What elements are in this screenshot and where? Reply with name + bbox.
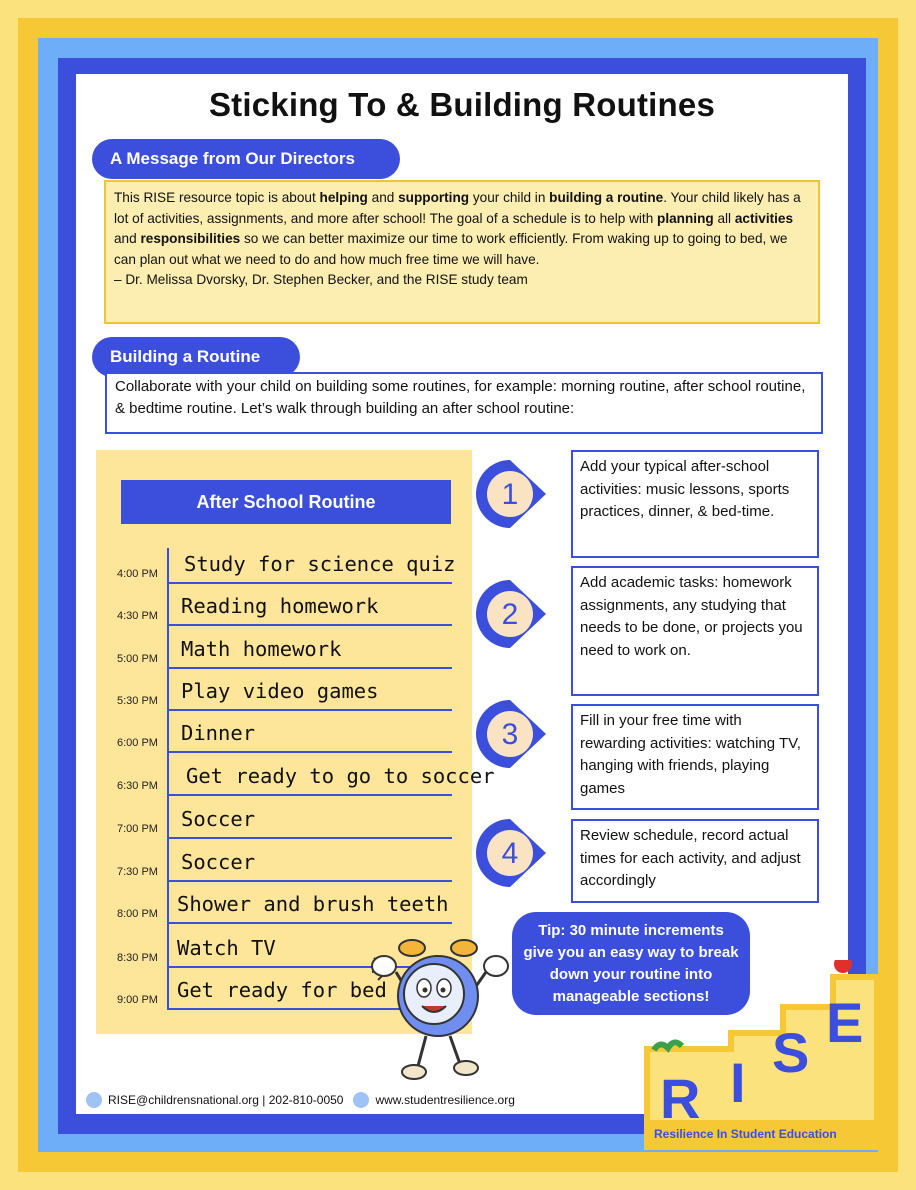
step-4-box xyxy=(571,819,819,903)
row-underline xyxy=(167,624,452,626)
building-text: Collaborate with your child on building some routines, for example: morning routine, after school routine, & bedtime routine. Let’s walk through building an after school routine: xyxy=(115,378,806,417)
step-number: 3 xyxy=(501,718,519,751)
building-heading: Building a Routine xyxy=(92,337,300,377)
step-number: 1 xyxy=(501,478,519,511)
emphasis-text: building a routine xyxy=(549,190,664,205)
message-text-segment: so we can better maximize our time to work efficiently. From waking up to going to bed, we can plan out what we need to do and how much free time we will have. xyxy=(114,231,788,267)
schedule-time: 7:00 PM xyxy=(117,823,158,835)
schedule-header: After School Routine xyxy=(121,480,451,524)
logo-letter-r: R xyxy=(660,1067,701,1130)
footer-separator: | xyxy=(258,1093,269,1107)
emphasis-text: responsibilities xyxy=(140,231,241,246)
schedule-activity: Get ready to go to soccer xyxy=(186,764,495,788)
schedule-time: 8:00 PM xyxy=(117,908,158,920)
row-underline xyxy=(167,837,452,839)
step-number: 4 xyxy=(501,837,519,870)
step-text: Review schedule, record actual times for each activity, and adjust accordingly xyxy=(580,827,801,889)
schedule-activity: Get ready for bed xyxy=(177,978,387,1002)
step-3-box xyxy=(571,704,819,810)
page-title: Sticking To & Building Routines xyxy=(208,86,716,123)
directors-message-box xyxy=(104,180,820,324)
emphasis-text: activities xyxy=(734,210,794,226)
step-1-box xyxy=(571,450,819,558)
footer-email[interactable]: RISE@childrensnational.org xyxy=(108,1093,259,1107)
schedule-activity: Dinner xyxy=(181,721,256,745)
step-3-marker-icon xyxy=(474,696,550,772)
apple-icon xyxy=(834,960,852,973)
schedule-time: 5:30 PM xyxy=(117,695,158,707)
rise-logo xyxy=(640,960,880,1150)
schedule-activity: Math homework xyxy=(181,637,342,661)
logo-letter-s: S xyxy=(772,1021,810,1084)
schedule-activity: Study for science quiz xyxy=(184,552,456,576)
row-underline xyxy=(167,794,452,796)
step-number: 2 xyxy=(501,598,519,631)
schedule-row xyxy=(110,882,452,924)
directors-signature: – Dr. Melissa Dvorsky, Dr. Stephen Becker, and the RISE study team xyxy=(114,272,528,287)
schedule-activity: Watch TV xyxy=(177,936,276,960)
schedule-time: 8:30 PM xyxy=(117,952,158,964)
message-text-segment: and xyxy=(114,231,141,246)
schedule-row xyxy=(110,669,452,711)
step-1-marker-icon xyxy=(474,456,550,532)
schedule-activity: Shower and brush teeth xyxy=(177,892,449,916)
schedule-row xyxy=(110,797,452,839)
schedule-time: 6:00 PM xyxy=(117,737,158,749)
alarm-clock-mascot-icon xyxy=(368,932,514,1084)
tip-bubble: Tip: 30 minute increments give you an easy way to break down your routine into manageable sections! xyxy=(512,912,750,1015)
step-2-box xyxy=(571,566,819,696)
step-text: Add your typical after-school activities: music lessons, sports practices, dinner, & bed-time. xyxy=(580,458,790,520)
building-text-box xyxy=(105,372,823,434)
schedule-row xyxy=(110,754,495,796)
schedule-activity: Soccer xyxy=(181,850,256,874)
schedule-row xyxy=(110,542,456,584)
step-2-marker-icon xyxy=(474,576,550,652)
schedule-time: 5:00 PM xyxy=(117,653,158,665)
logo-letter-i: I xyxy=(730,1051,746,1114)
schedule-time: 9:00 PM xyxy=(117,994,158,1006)
emphasis-text: planning xyxy=(657,210,714,226)
row-underline xyxy=(167,751,452,753)
footer-contact xyxy=(86,1090,515,1110)
directors-heading: A Message from Our Directors xyxy=(92,139,400,179)
emphasis-text: helping xyxy=(319,190,368,205)
logo-tagline: Resilience In Student Education xyxy=(654,1127,837,1141)
message-text-segment: all xyxy=(713,210,735,226)
step-4-marker-icon xyxy=(474,815,550,891)
schedule-row xyxy=(110,840,452,882)
schedule-time: 6:30 PM xyxy=(117,780,158,792)
schedule-activity: Soccer xyxy=(181,807,256,831)
footer-website[interactable]: www.studentresilience.org xyxy=(375,1093,515,1107)
message-text-segment: your child in xyxy=(469,190,550,205)
message-text-segment: . Your child likely has a lot of activities, assignments, and more after school! The goal of a schedule is to help with xyxy=(114,190,801,226)
schedule-time: 7:30 PM xyxy=(117,866,158,878)
globe-icon xyxy=(353,1092,369,1108)
schedule-time: 4:00 PM xyxy=(117,568,158,580)
footer-phone[interactable]: 202-810-0050 xyxy=(268,1093,344,1107)
schedule-row xyxy=(110,711,452,753)
schedule-time: 4:30 PM xyxy=(117,610,158,622)
step-text: Add academic tasks: homework assignments, any studying that needs to be done, or projects you need to work on. xyxy=(580,574,803,659)
message-text-segment: This RISE resource topic is about xyxy=(114,190,320,205)
step-text: Fill in your free time with rewarding activities: watching TV, hanging with friends, playing games xyxy=(580,712,801,797)
emphasis-text: supporting xyxy=(398,190,470,205)
email-icon xyxy=(86,1092,102,1108)
schedule-row xyxy=(110,584,452,626)
message-text-segment: and xyxy=(367,190,399,205)
schedule-activity: Play video games xyxy=(181,679,379,703)
schedule-activity: Reading homework xyxy=(181,594,379,618)
schedule-row xyxy=(110,627,452,669)
row-underline xyxy=(167,922,452,924)
directors-message-text xyxy=(114,190,801,267)
logo-letter-e: E xyxy=(826,991,864,1054)
